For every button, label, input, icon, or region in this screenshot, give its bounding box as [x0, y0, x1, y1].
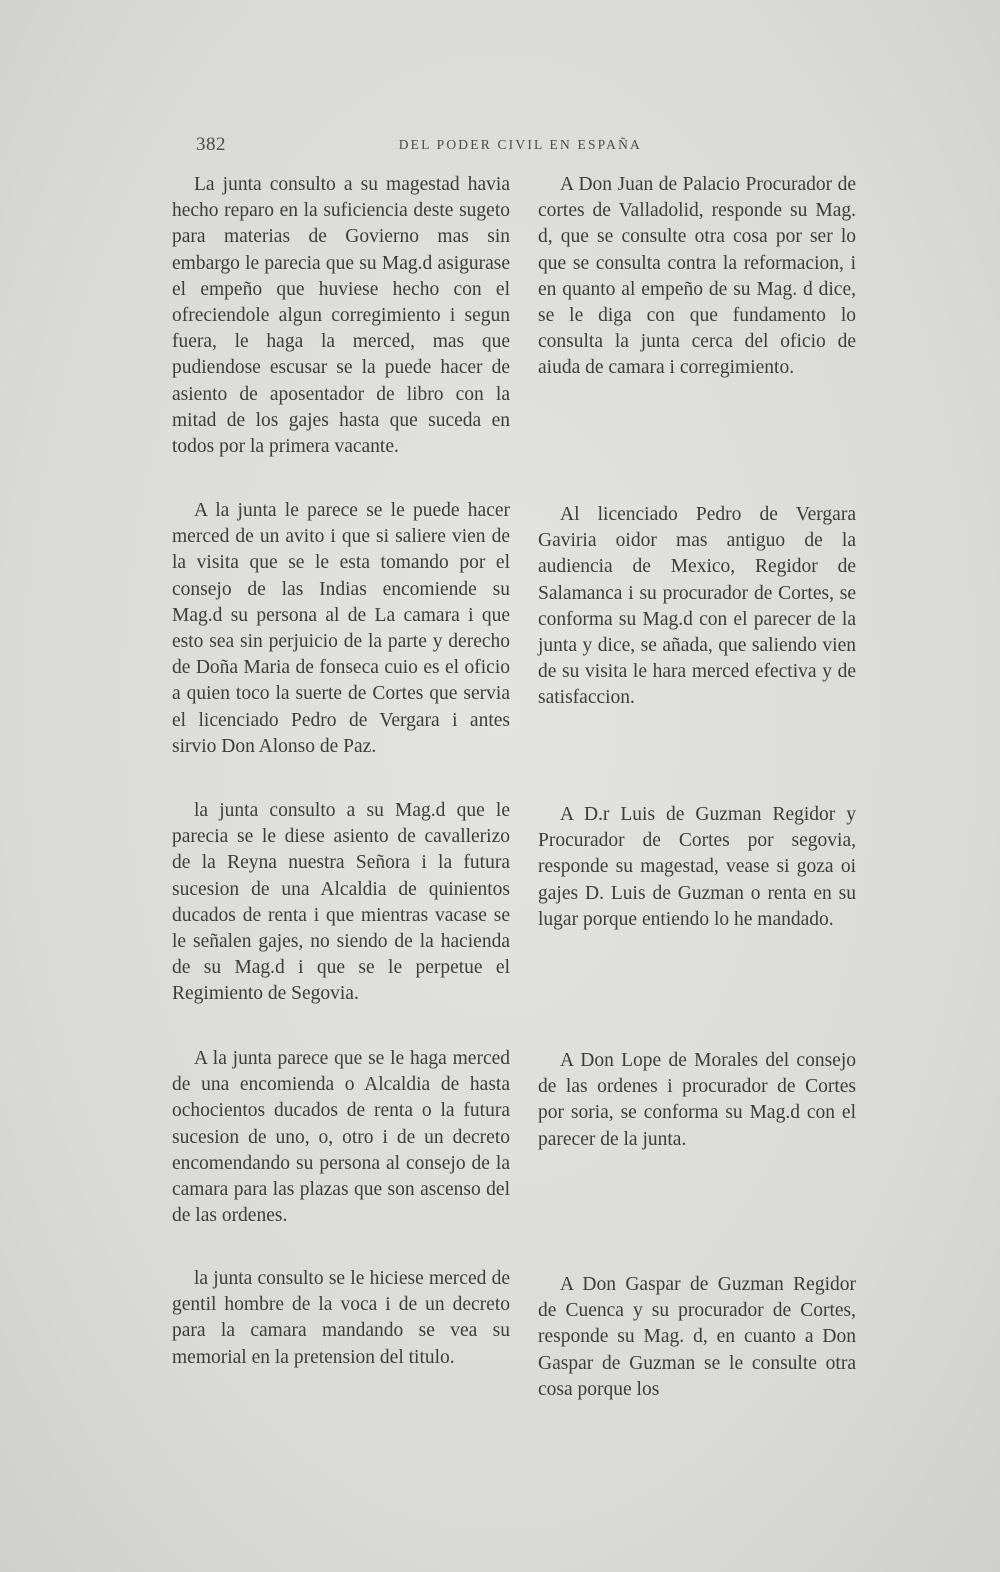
- junta-paragraph-4: A la junta parece que se le haga merced de una encomienda o Alcaldia de hasta ochocientos ducados de renta o la futura sucesion de uno, o, otro i de un decreto encomendando su persona al consejo de la camara para las plazas que son ascenso del de las ordenes.: [172, 1048, 510, 1227]
- page-number: 382: [196, 134, 226, 155]
- running-title: DEL PODER CIVIL EN ESPAÑA: [398, 137, 642, 152]
- page-header: [196, 134, 642, 158]
- junta-paragraph-3: la junta consulto a su Mag.d que le parecia se le diese asiento de cavallerizo de la Reyna nuestra Señora i la futura sucesion de una Alcaldia de quinientos ducados de renta i que mientras vacase se le señalen gajes, no siendo de la hacienda de su Mag.d i que se le perpetue el Regimiento de Segovia.: [172, 800, 510, 1005]
- response-paragraph-2: Al licenciado Pedro de Vergara Gaviria oidor mas antiguo de la audiencia de Mexico, Regidor de Salamanca i su procurador de Cortes, se conforma su Mag.d con el parecer de la junta y dice, se añada, que saliendo vien de su visita le hara merced efectiva y de satisfaccion.: [538, 504, 856, 709]
- junta-paragraph-5: la junta consulto se le hiciese merced de gentil hombre de la voca i de un decreto para la camara mandando se vea su memorial en la pretension del titulo.: [172, 1268, 510, 1368]
- response-paragraph-3: A D.r Luis de Guzman Regidor y Procurador de Cortes por segovia, responde su magestad, vease si goza oi gajes D. Luis de Guzman o renta en su lugar porque entiendo lo he mandado.: [538, 804, 856, 930]
- response-paragraph-4: A Don Lope de Morales del consejo de las ordenes i procurador de Cortes por soria, se conforma su Mag.d con el parecer de la junta.: [538, 1050, 856, 1150]
- response-paragraph-5: A Don Gaspar de Guzman Regidor de Cuenca y su procurador de Cortes, responde su Mag. d, en cuanto a Don Gaspar de Guzman se le consulte otra cosa porque los: [538, 1274, 856, 1400]
- response-paragraph-1: A Don Juan de Palacio Procurador de cortes de Valladolid, responde su Mag. d, que se consulte otra cosa por ser lo que se consulta contra la reformacion, i en quanto al empeño de su Mag. d dice, se le diga con que fundamento lo consulta la junta cerca del oficio de aiuda de camara i corregimiento.: [538, 174, 856, 379]
- junta-paragraph-1: La junta consulto a su magestad havia hecho reparo en la suficiencia deste sugeto para materias de Govierno mas sin embargo le parecia que su Mag.d asigurase el empeño que huviese hecho con el ofreciendole algun corregimiento i segun fuera, le haga la merced, mas que pudiendose escusar se la puede hacer de asiento de aposentador de libro con la mitad de los gajes hasta que suceda en todos por la primera vacante.: [172, 174, 510, 458]
- junta-paragraph-2: A la junta le parece se le puede hacer merced de un avito i que si saliere vien de la visita que se le esta tomando por el consejo de las Indias encomiende su Mag.d su persona al de La camara i que esto sea sin perjuicio de la parte y derecho de Doña Maria de fonseca cuio es el oficio a quien toco la suerte de Cortes que servia el licenciado Pedro de Vergara i antes sirvio Don Alonso de Paz.: [172, 500, 510, 757]
